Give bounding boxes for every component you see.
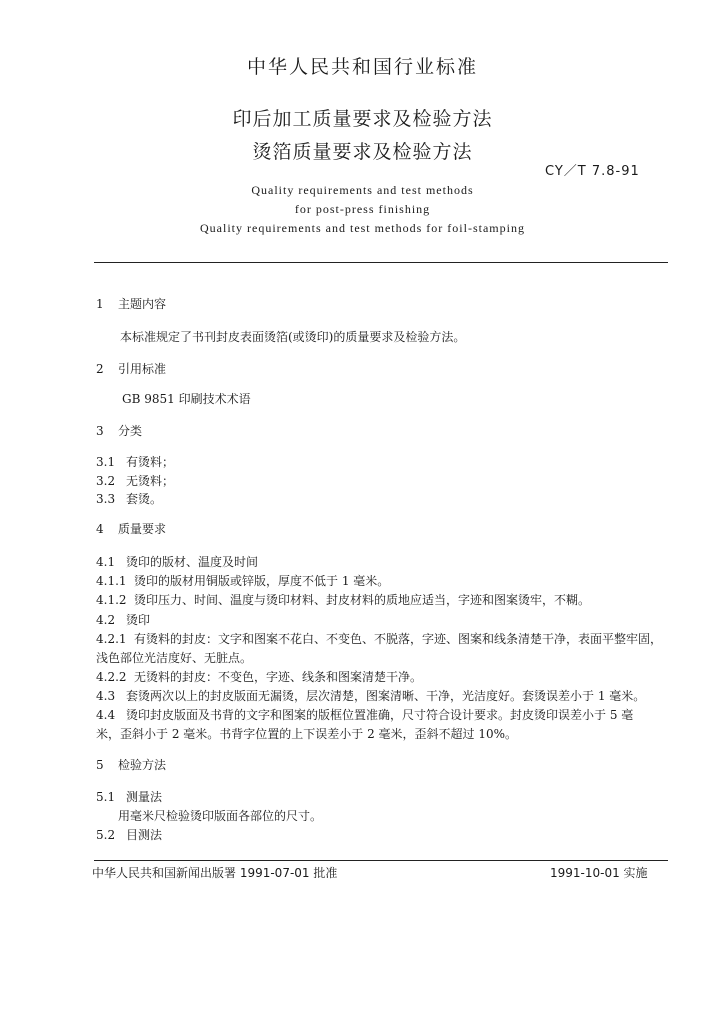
- section-number: 3: [96, 424, 104, 438]
- section-number: 5: [96, 758, 104, 772]
- footer-effective: 1991-10-01 实施: [550, 866, 648, 880]
- clause-4-2-1-cont: 浅色部位光洁度好、无脏点。: [96, 651, 253, 665]
- section-number: 1: [96, 297, 104, 311]
- clause-4-2-2: 4.2.2 无烫料的封皮：不变色，字迹、线条和图案清楚干净。: [96, 670, 423, 684]
- list-item-3-1: 3.1 有烫料；: [96, 455, 175, 469]
- header-divider: [94, 262, 668, 263]
- section-4-heading: [96, 520, 166, 537]
- issuer-header: 中华人民共和国行业标准: [246, 56, 478, 78]
- section-2-heading: [96, 360, 166, 377]
- clause-4-4-cont: 米，歪斜小于 2 毫米。书背字位置的上下误差小于 2 毫米，歪斜不超过 10%。: [96, 727, 518, 741]
- section-3-heading: [96, 422, 142, 439]
- section-number: 2: [96, 362, 104, 376]
- clause-4-4: 4.4 烫印封皮版面及书背的文字和图案的版框位置准确，尺寸符合设计要求。封皮烫印误差小于 5 毫: [96, 708, 634, 722]
- list-item-3-2: 3.2 无烫料；: [96, 474, 175, 488]
- clause-4-2: 4.2 烫印: [96, 613, 151, 627]
- english-title-line3: Quality requirements and test methods for foil-stamping: [200, 221, 525, 235]
- section-title: 检验方法: [118, 758, 167, 772]
- section-5-heading: [96, 756, 166, 773]
- section-title: 质量要求: [118, 522, 167, 536]
- footer-approval: 中华人民共和国新闻出版署 1991-07-01 批准: [92, 866, 338, 880]
- clause-4-1: 4.1 烫印的版材、温度及时间: [96, 555, 259, 569]
- clause-5-2: 5.2 目测法: [96, 828, 163, 842]
- section-title: 引用标准: [118, 362, 167, 376]
- sub-title: 烫箔质量要求及检验方法: [252, 141, 473, 163]
- section-number: 4: [96, 522, 104, 536]
- clause-4-1-2: 4.1.2 烫印压力、时间、温度与烫印材料、封皮材料的质地应适当，字迹和图案烫牢，不糊。: [96, 593, 591, 607]
- section-title: 主题内容: [118, 297, 167, 311]
- list-item-3-3: 3.3 套烫。: [96, 492, 163, 506]
- clause-4-3: 4.3 套烫两次以上的封皮版面无漏烫，层次清楚，图案清晰、干净，光洁度好。套烫误差小于 1 毫米。: [96, 689, 646, 703]
- standard-code: CY／T 7.8-91: [545, 164, 640, 179]
- clause-5-1-text: 用毫米尺检验烫印版面各部位的尺寸。: [118, 809, 323, 823]
- section-1-text: 本标准规定了书刊封皮表面烫箔(或烫印)的质量要求及检验方法。: [120, 330, 466, 344]
- section-2-text: GB 9851 印刷技术术语: [122, 392, 251, 406]
- clause-4-1-1: 4.1.1 烫印的版材用铜版或锌版，厚度不低于 1 毫米。: [96, 574, 390, 588]
- footer-divider: [94, 860, 668, 861]
- clause-5-1: 5.1 测量法: [96, 790, 163, 804]
- section-title: 分类: [118, 424, 143, 438]
- main-title: 印后加工质量要求及检验方法: [232, 108, 493, 130]
- section-1-heading: [96, 295, 166, 312]
- english-title-line2: for post-press finishing: [294, 202, 431, 216]
- english-title-line1: Quality requirements and test methods: [251, 183, 474, 197]
- clause-4-2-1: 4.2.1 有烫料的封皮：文字和图案不花白、不变色、不脱落，字迹、图案和线条清楚干净，表面平整牢固，: [96, 632, 663, 646]
